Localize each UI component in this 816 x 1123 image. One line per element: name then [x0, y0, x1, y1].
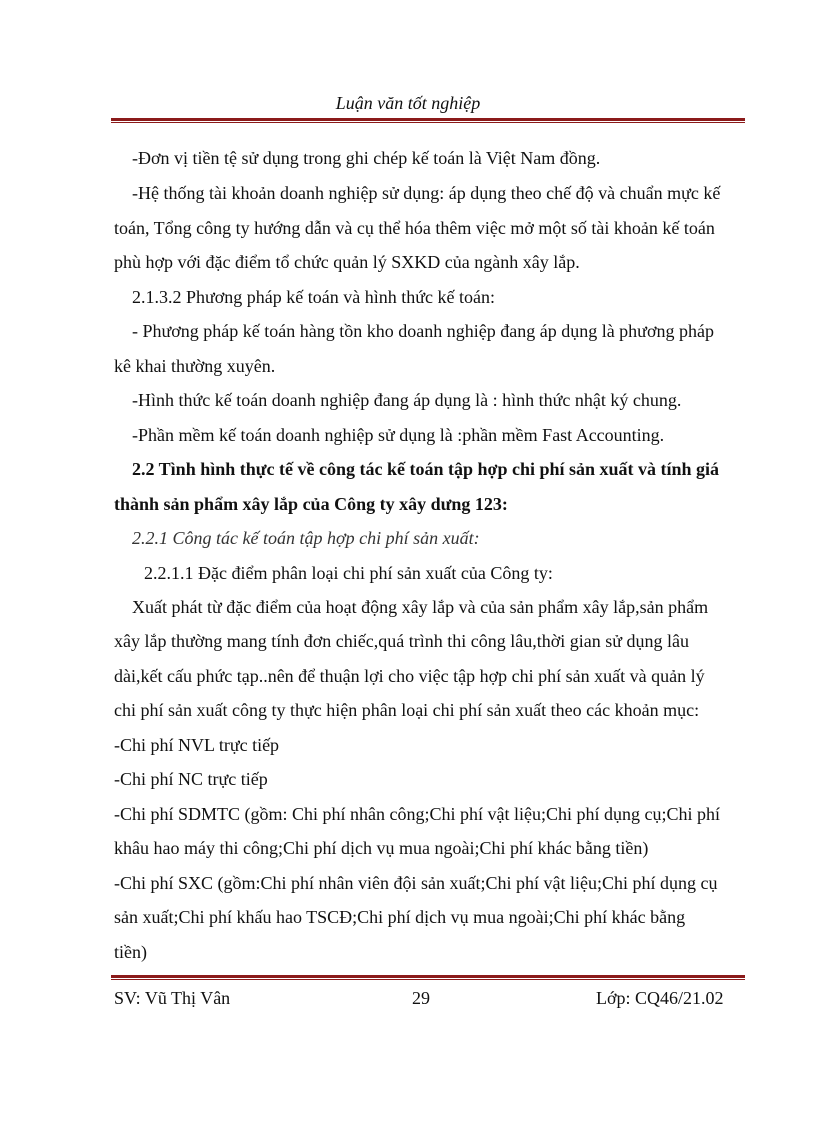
- section-heading: 2.1.3.2 Phương pháp kế toán và hình thức kế toán:: [132, 287, 495, 307]
- list-item: -Chi phí SXC (gồm:Chi phí nhân viên đội sản xuất;Chi phí vật liệu;Chi phí dụng cụ: [114, 873, 718, 893]
- footer-student-name: SV: Vũ Thị Vân: [114, 988, 231, 1008]
- paragraph-line: kê khai thường xuyên.: [114, 356, 276, 376]
- paragraph-line: -Đơn vị tiền tệ sử dụng trong ghi chép kế toán là Việt Nam đồng.: [132, 148, 601, 168]
- list-item: -Chi phí NVL trực tiếp: [114, 735, 280, 755]
- paragraph-line: chi phí sản xuất công ty thực hiện phân loại chi phí sản xuất theo các khoản mục:: [114, 700, 700, 720]
- paragraph-line: -Hình thức kế toán doanh nghiệp đang áp dụng là : hình thức nhật ký chung.: [132, 390, 682, 410]
- header-rule: [111, 118, 745, 123]
- subsection-heading-italic: 2.2.1 Công tác kế toán tập hợp chi phí sản xuất:: [132, 528, 480, 548]
- list-item: -Chi phí NC trực tiếp: [114, 769, 268, 789]
- footer-rule: [111, 975, 745, 980]
- section-heading-bold: 2.2 Tình hình thực tế về công tác kế toán tập hợp chi phí sản xuất và tính giá: [132, 459, 720, 479]
- paragraph-line: toán, Tổng công ty hướng dẫn và cụ thể hóa thêm việc mở một số tài khoản kế toán: [114, 218, 715, 238]
- paragraph-line: -Hệ thống tài khoản doanh nghiệp sử dụng: áp dụng theo chế độ và chuẩn mực kế: [132, 183, 721, 203]
- paragraph-line: phù hợp với đặc điểm tổ chức quản lý SXKD của ngành xây lắp.: [114, 252, 580, 272]
- footer-page-number: 29: [412, 988, 430, 1008]
- footer-class: Lớp: CQ46/21.02: [596, 988, 724, 1008]
- paragraph-line: -Phần mềm kế toán doanh nghiệp sử dụng là :phần mềm Fast Accounting.: [132, 425, 665, 445]
- paragraph-line: dài,kết cấu phức tạp..nên để thuận lợi cho việc tập hợp chi phí sản xuất và quản lý: [114, 666, 705, 686]
- list-item-continuation: khâu hao máy thi công;Chi phí dịch vụ mua ngoài;Chi phí khác bằng tiền): [114, 838, 649, 858]
- paragraph-line: - Phương pháp kế toán hàng tồn kho doanh nghiệp đang áp dụng là phương pháp: [132, 321, 714, 341]
- subsection-heading: 2.2.1.1 Đặc điểm phân loại chi phí sản xuất của Công ty:: [144, 563, 553, 583]
- list-item: -Chi phí SDMTC (gồm: Chi phí nhân công;Chi phí vật liệu;Chi phí dụng cụ;Chi phí: [114, 804, 720, 824]
- list-item-continuation: sản xuất;Chi phí khấu hao TSCĐ;Chi phí dịch vụ mua ngoài;Chi phí khác bằng: [114, 907, 686, 927]
- list-item-continuation: tiền): [114, 942, 147, 962]
- page-header-title: Luận văn tốt nghiệp: [335, 93, 481, 113]
- paragraph-line: Xuất phát từ đặc điểm của hoạt động xây lắp và của sản phẩm xây lắp,sản phẩm: [132, 597, 709, 617]
- paragraph-line: xây lắp thường mang tính đơn chiếc,quá trình thi công lâu,thời gian sử dụng lâu: [114, 631, 689, 651]
- section-heading-bold: thành sản phẩm xây lắp của Công ty xây dưng 123:: [114, 494, 508, 514]
